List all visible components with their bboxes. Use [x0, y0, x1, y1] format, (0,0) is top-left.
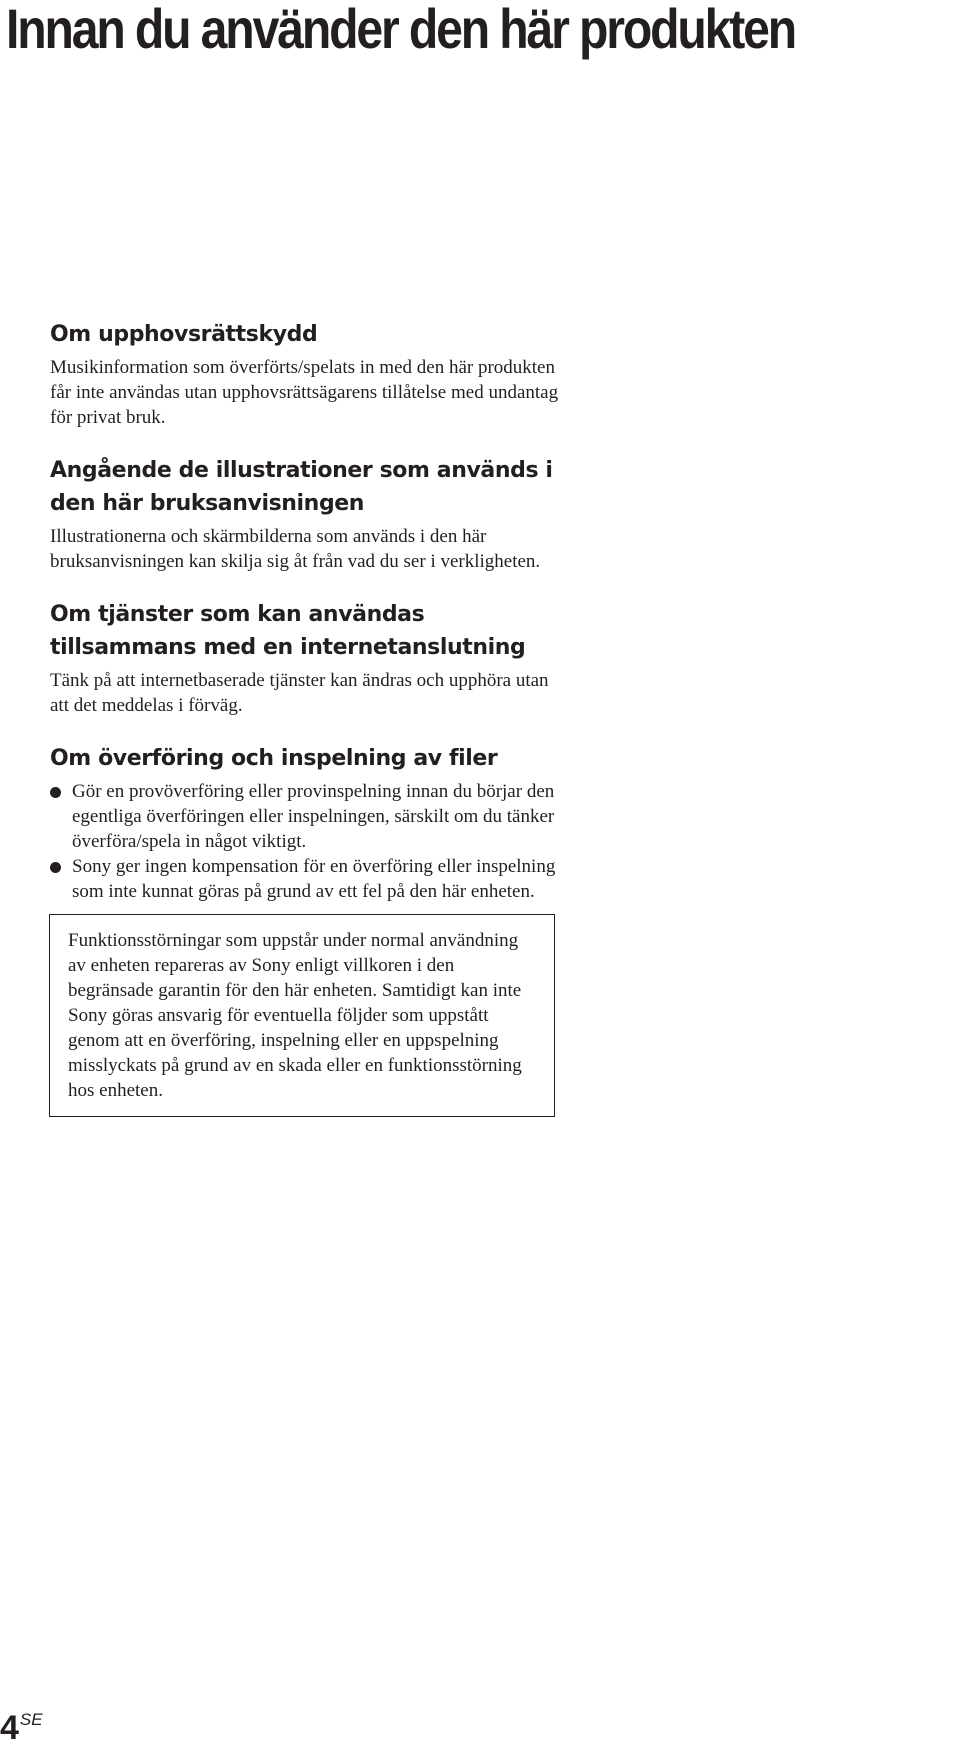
- notice-box: Funktionsstörningar som uppstår under normal användning av enheten repareras av Sony enligt villkoren i den begränsade garantin för den här enheten. Samtidigt kan inte Sony göras ansvarig för eventuella följder som uppstått genom att en överföring, inspelning eller en uppspelning misslyckats på grund av en skada eller en funktionsstörning hos enheten.: [49, 914, 555, 1117]
- section-copyright: [50, 318, 570, 430]
- section-transfer-recording: [50, 742, 570, 904]
- page-title: Innan du använder den här produkten: [6, 0, 796, 60]
- bullet-list: [50, 779, 570, 904]
- page-number: [0, 1700, 43, 1748]
- section-heading: Om tjänster som kan användas tillsammans med en internetanslutning: [50, 602, 526, 660]
- bullet-icon: [50, 862, 61, 873]
- section-body: Musikinformation som överförts/spelats in med den här produkten får inte användas utan upphovsrättsägarens tillåtelse med undantag för privat bruk.: [50, 357, 559, 428]
- section-illustrations: [50, 454, 570, 574]
- main-content: [50, 318, 570, 1117]
- section-heading: Om upphovsrättskydd: [50, 322, 318, 347]
- bullet-item: [50, 854, 570, 904]
- section-body: Illustrationerna och skärmbilderna som används i den här bruksanvisningen kan skilja sig åt från vad du ser i verkligheten.: [50, 526, 541, 572]
- page-number-suffix: SE: [19, 1710, 43, 1729]
- section-body: Tänk på att internetbaserade tjänster kan ändras och upphöra utan att det meddelas i förväg.: [50, 670, 549, 716]
- bullet-text: Sony ger ingen kompensation för en överföring eller inspelning som inte kunnat göras på grund av ett fel på den här enheten.: [72, 856, 556, 902]
- page-number-value: 4: [0, 1709, 19, 1747]
- section-heading: Om överföring och inspelning av filer: [50, 746, 498, 771]
- bullet-icon: [50, 787, 61, 798]
- section-internet-services: [50, 598, 570, 718]
- bullet-item: [50, 779, 570, 854]
- section-heading: Angående de illustrationer som används i den här bruksanvisningen: [50, 458, 553, 516]
- bullet-text: Gör en provöverföring eller provinspelning innan du börjar den egentliga överföringen eller inspelningen, särskilt om du tänker överföra/spela in något viktigt.: [72, 781, 555, 852]
